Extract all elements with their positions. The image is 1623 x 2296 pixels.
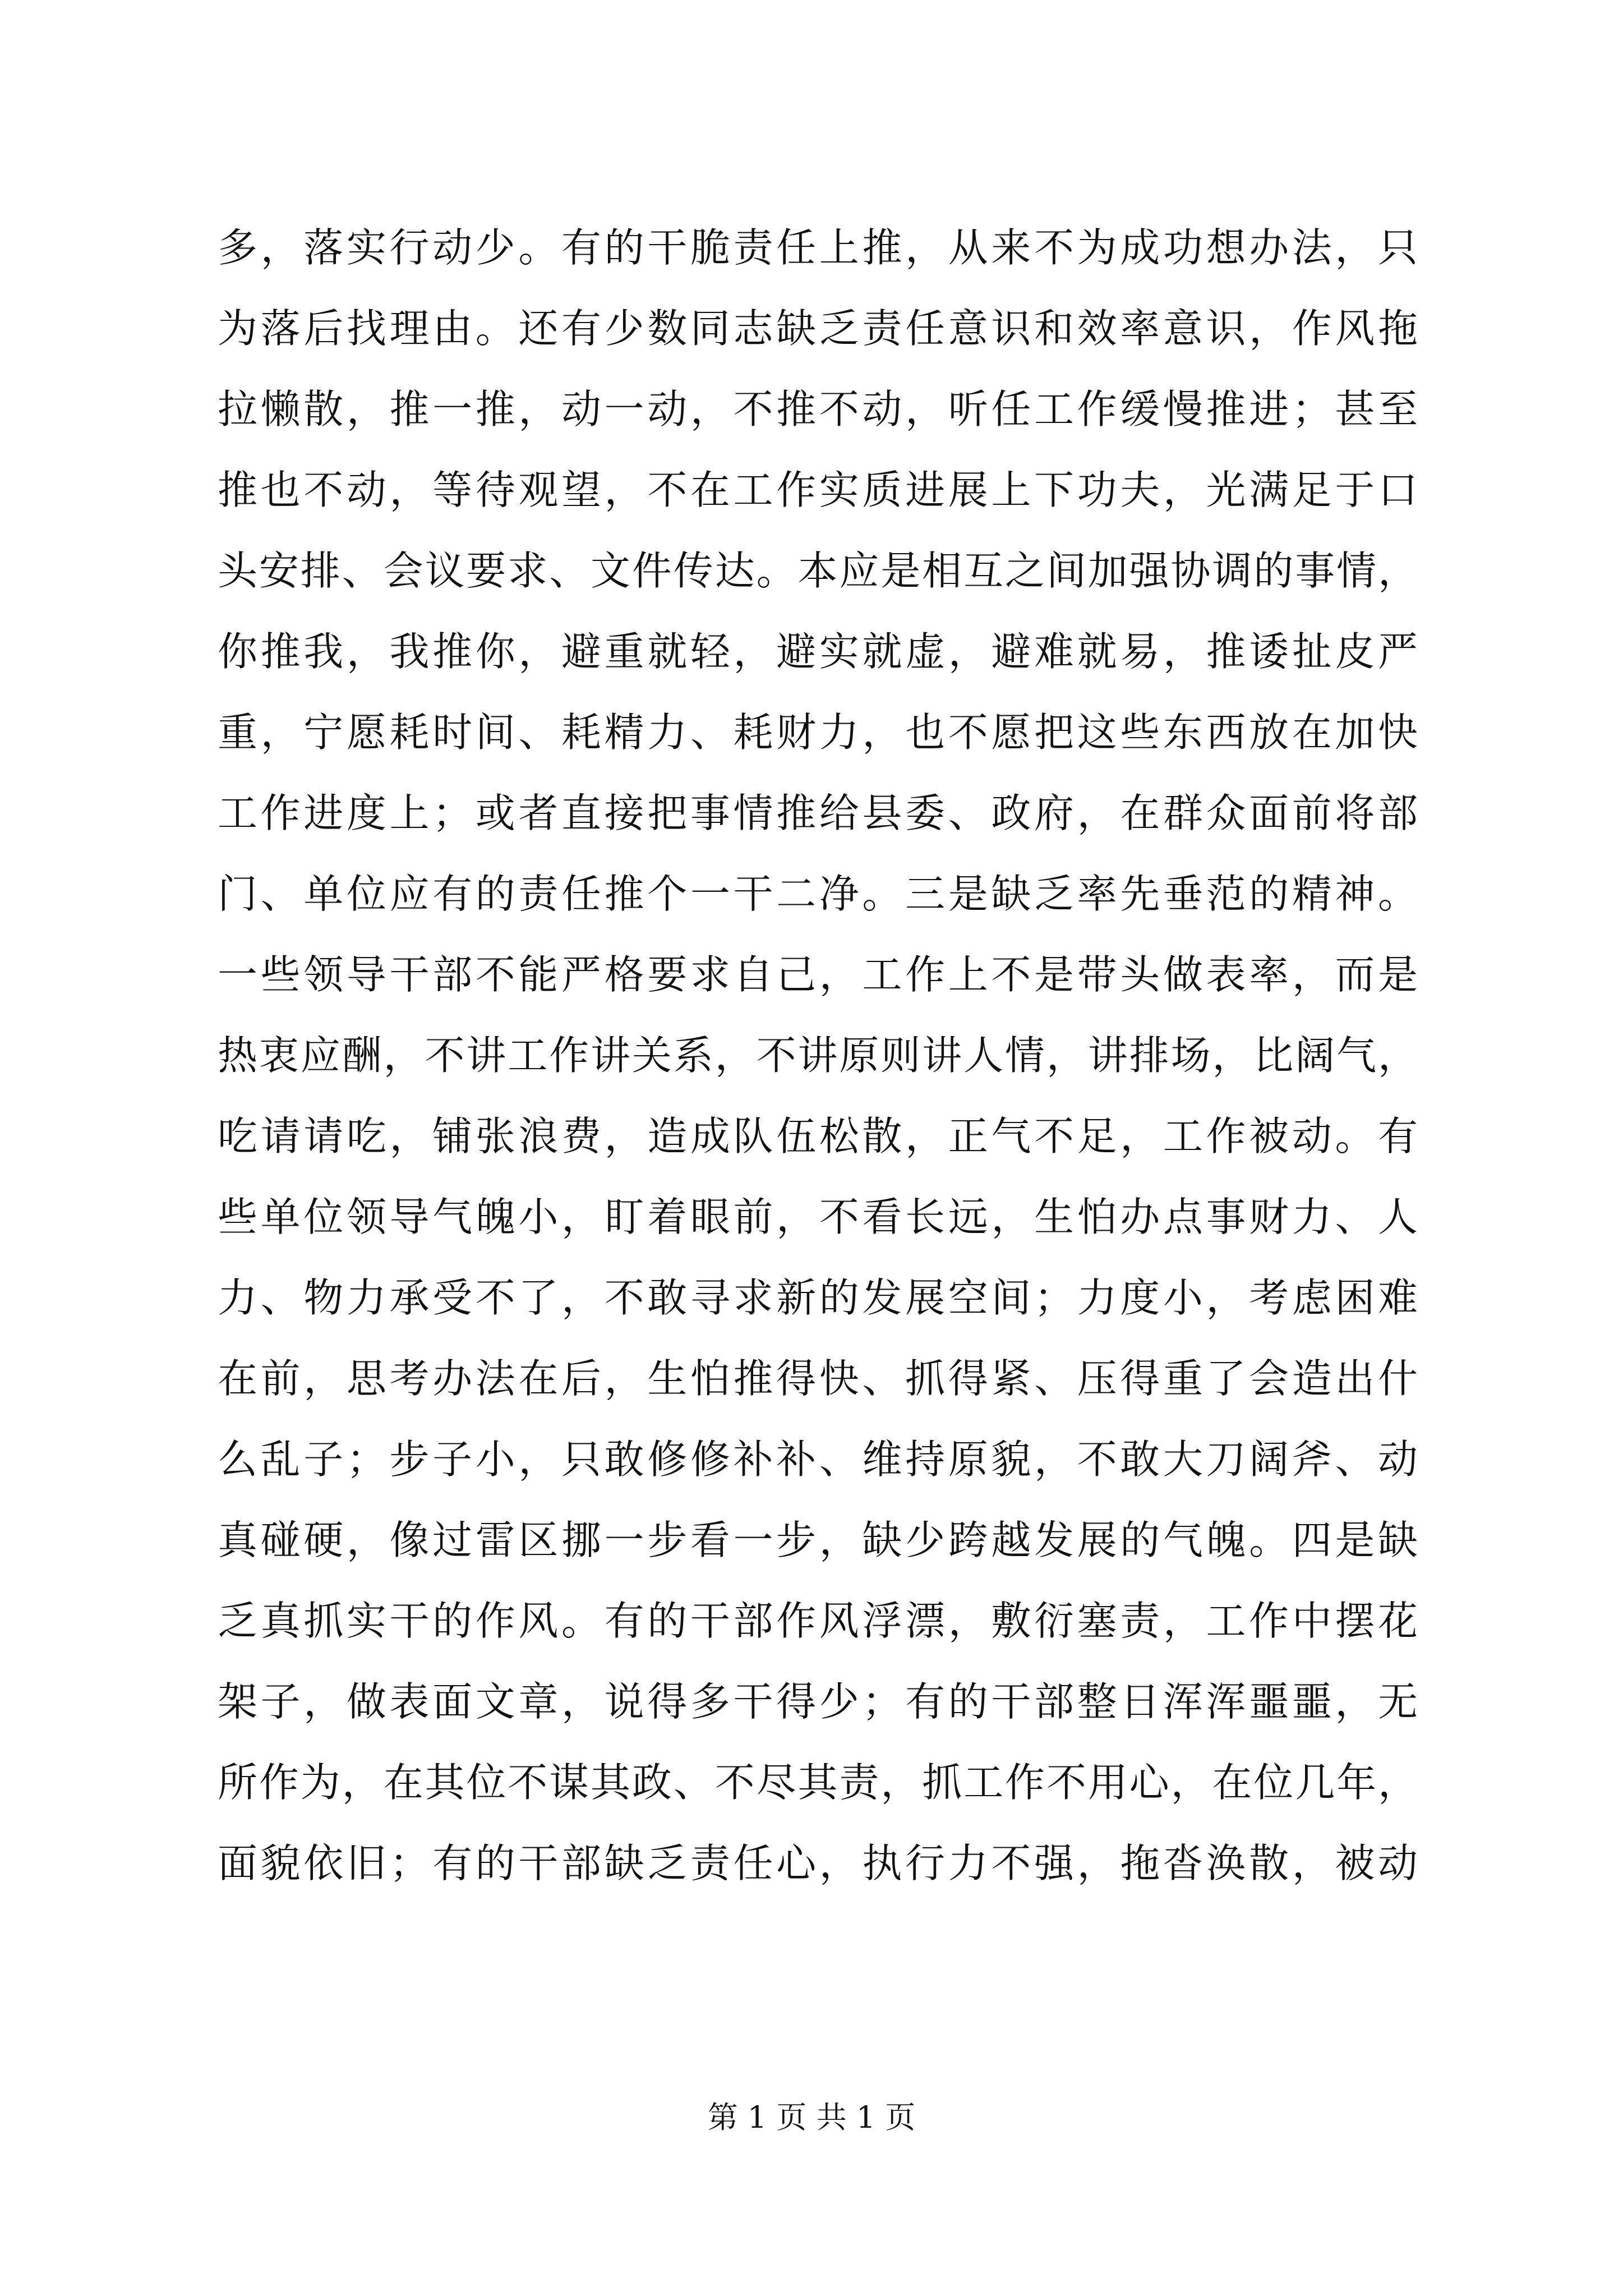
text-line: 些单位领导气魄小，盯着眼前，不看长远，生怕办点事财力、人: [218, 1194, 1418, 1240]
text-line: 架子，做表面文章，说得多干得少；有的干部整日浑浑噩噩，无: [218, 1678, 1418, 1725]
text-line: 多，落实行动少。有的干脆责任上推，从来不为成功想办法，只: [218, 224, 1418, 271]
text-line: 重，宁愿耗时间、耗精力、耗财力，也不愿把这些东西放在加快: [218, 709, 1418, 756]
text-line: 一些领导干部不能严格要求自己，工作上不是带头做表率，而是: [218, 951, 1418, 998]
text-line: 所作为，在其位不谋其政、不尽其责，抓工作不用心，在位几年，: [218, 1759, 1418, 1806]
text-line: 头安排、会议要求、文件传达。本应是相互之间加强协调的事情，: [218, 547, 1418, 594]
page-number: 第 1 页 共 1 页: [707, 2100, 916, 2135]
text-line: 推也不动，等待观望，不在工作实质进展上下功夫，光满足于口: [218, 467, 1418, 513]
text-line: 热衷应酬，不讲工作讲关系，不讲原则讲人情，讲排场，比阔气，: [218, 1032, 1418, 1079]
text-line: 力、物力承受不了，不敢寻求新的发展空间；力度小，考虑困难: [218, 1274, 1418, 1321]
text-line: 真碰硬，像过雷区挪一步看一步，缺少跨越发展的气魄。四是缺: [218, 1517, 1418, 1563]
body-text: [218, 208, 1418, 1904]
text-line: 乏真抓实干的作风。有的干部作风浮漂，敷衍塞责，工作中摆花: [218, 1598, 1418, 1644]
text-line: 你推我，我推你，避重就轻，避实就虚，避难就易，推诿扯皮严: [218, 628, 1418, 675]
text-line: 吃请请吃，铺张浪费，造成队伍松散，正气不足，工作被动。有: [218, 1113, 1418, 1159]
text-line: 拉懒散，推一推，动一动，不推不动，听任工作缓慢推进；甚至: [218, 386, 1418, 432]
text-line: 在前，思考办法在后，生怕推得快、抓得紧、压得重了会造出什: [218, 1355, 1418, 1402]
page-footer: [0, 2098, 1623, 2137]
text-line: 么乱子；步子小，只敢修修补补、维持原貌，不敢大刀阔斧、动: [218, 1436, 1418, 1483]
text-line: 为落后找理由。还有少数同志缺乏责任意识和效率意识，作风拖: [218, 305, 1418, 352]
text-line: 门、单位应有的责任推个一干二净。三是缺乏率先垂范的精神。: [218, 871, 1418, 917]
text-line: 面貌依旧；有的干部缺乏责任心，执行力不强，拖沓涣散，被动: [218, 1840, 1418, 1887]
text-line: 工作进度上；或者直接把事情推给县委、政府，在群众面前将部: [218, 790, 1418, 836]
